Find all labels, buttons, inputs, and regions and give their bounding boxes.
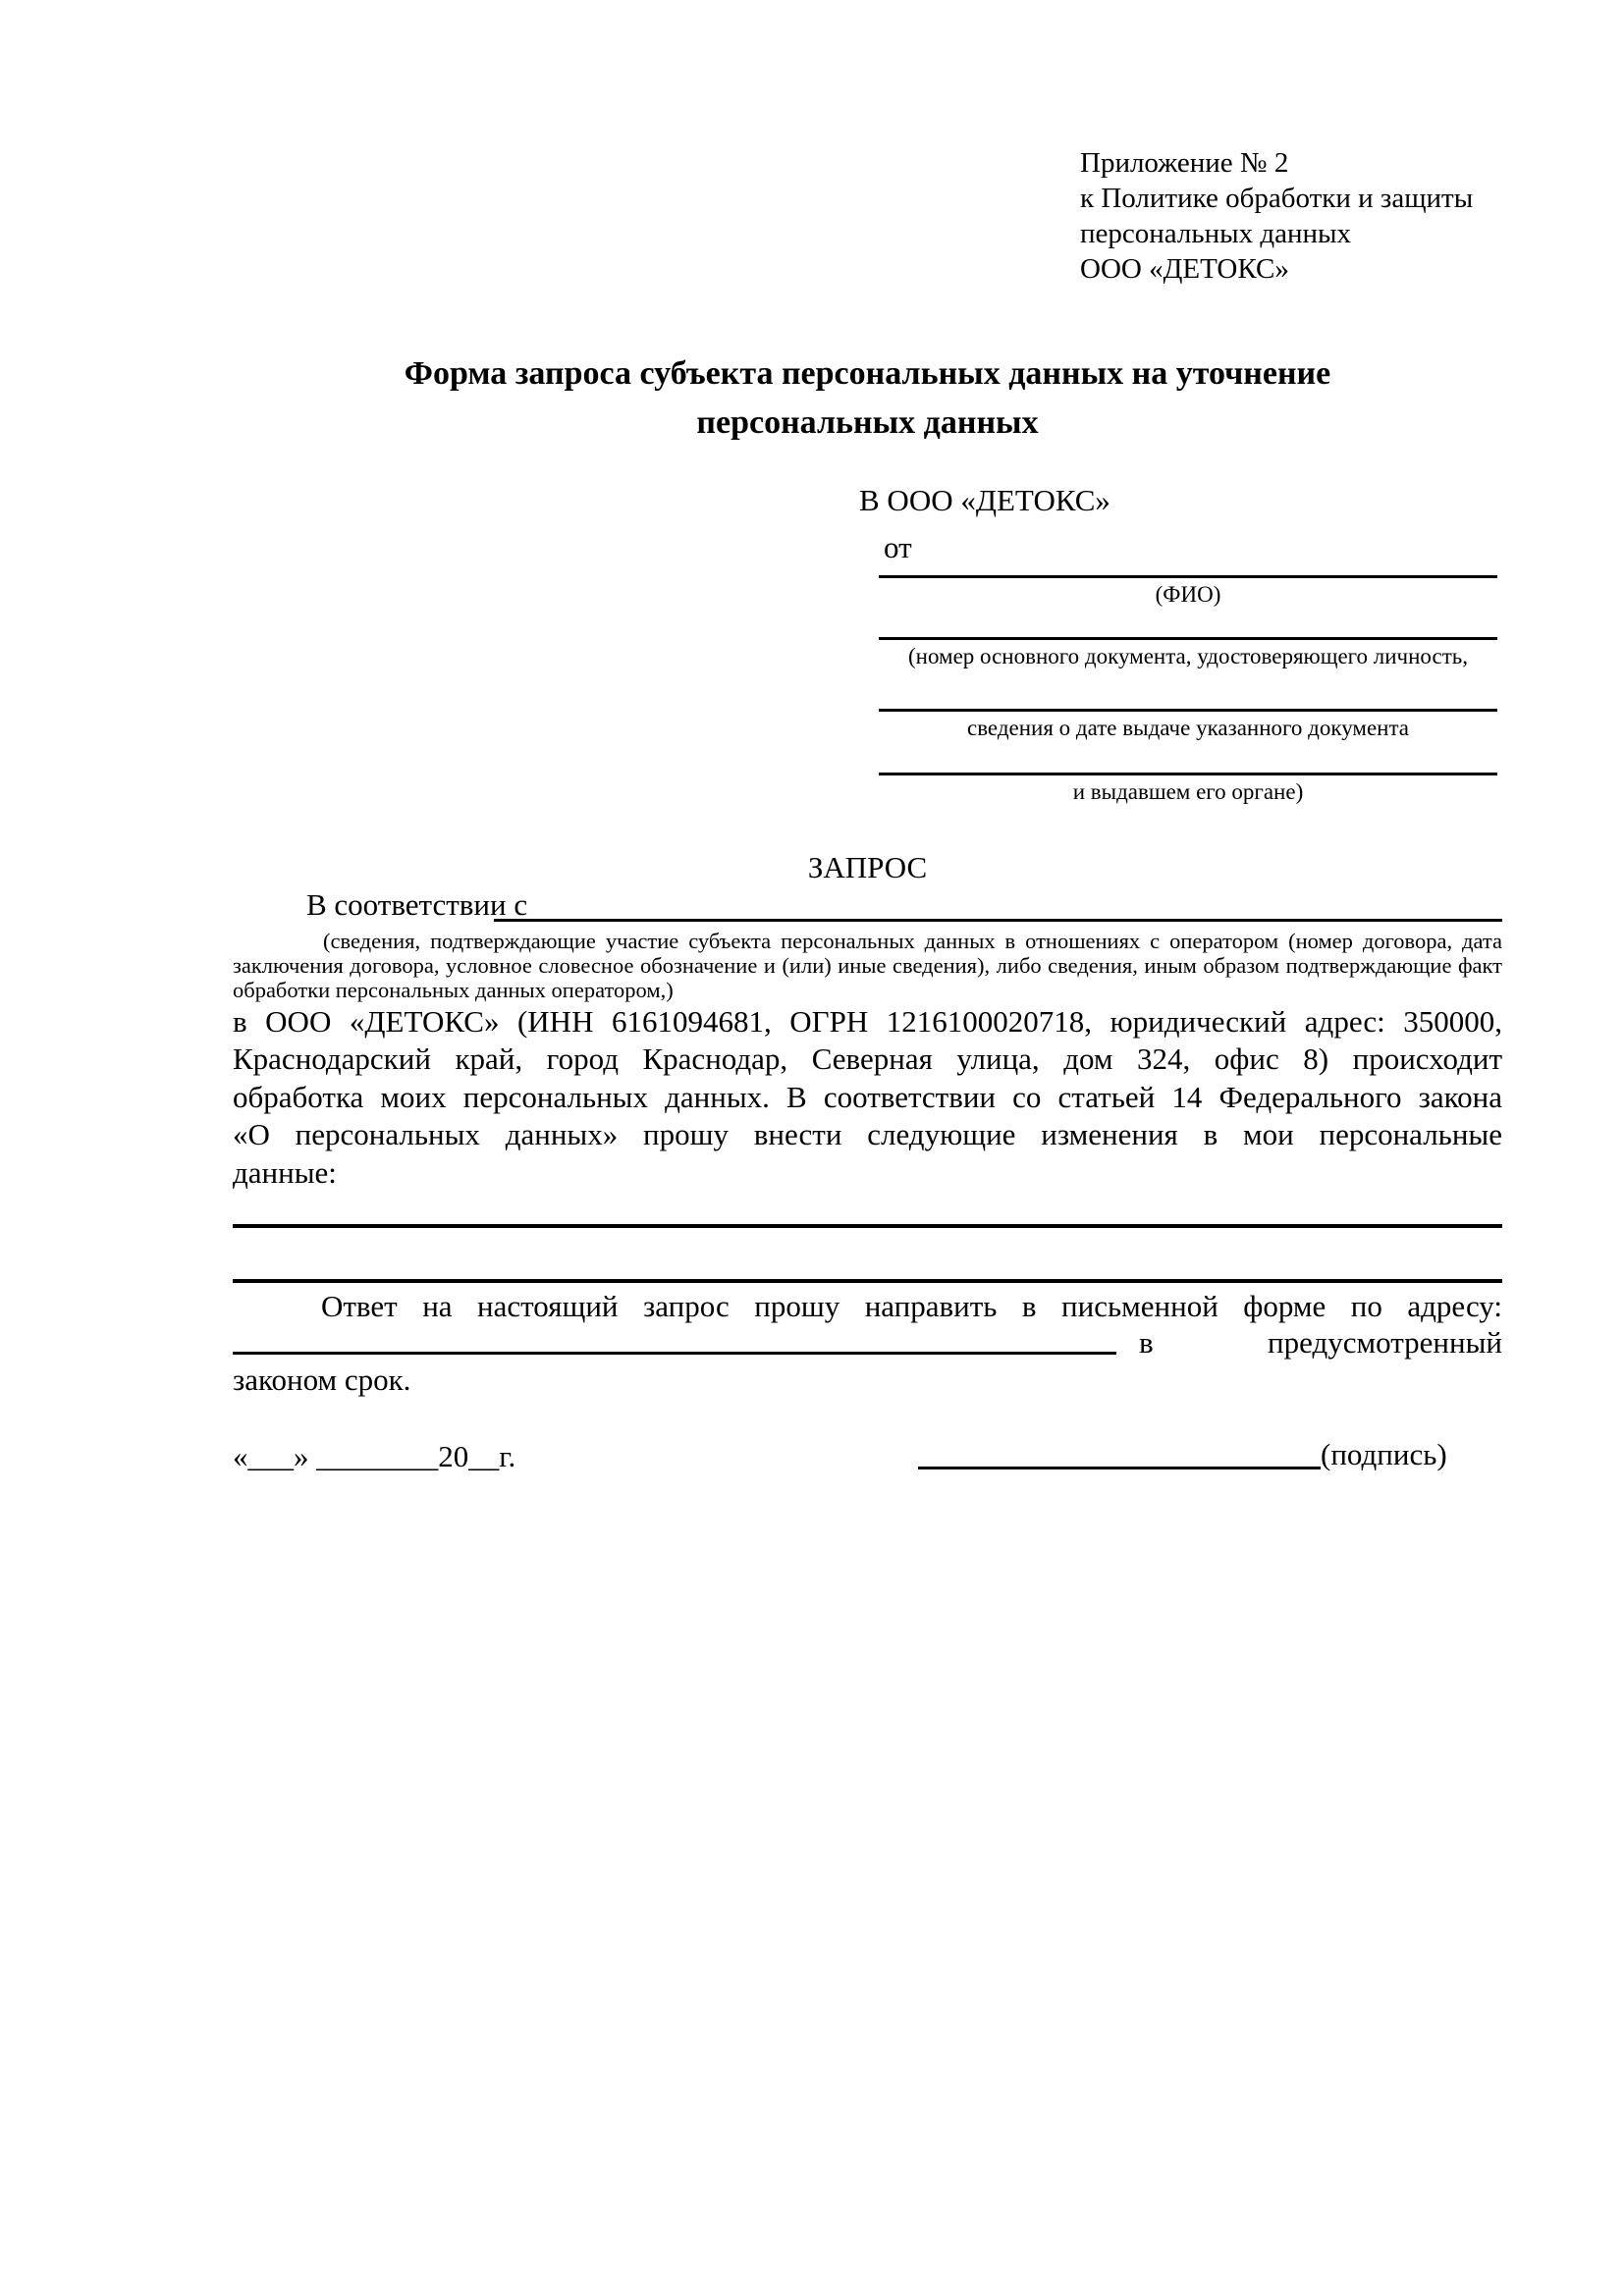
header-note-line-4: ООО «ДЕТОКС» <box>1080 253 1289 285</box>
body-line-1: в ООО «ДЕТОКС» (ИНН 6161094681, ОГРН 1216100020718, юридический адрес: 350000, <box>233 1004 1502 1039</box>
signature-caption: (подпись) <box>1321 1437 1447 1471</box>
page-title-line-2: персональных данных <box>696 404 1039 441</box>
issue-date-blank-line <box>879 709 1497 712</box>
body-line-4: «О персональных данных» прошу внести следующие изменения в мои персональные <box>233 1117 1502 1151</box>
issuing-authority-caption: и выдавшем его органе) <box>1072 779 1304 804</box>
signature-blank-line <box>918 1467 1321 1469</box>
issuing-authority-blank-line <box>879 773 1497 775</box>
intro-note-line-3: обработки персональных данных оператором,) <box>233 978 674 1002</box>
header-note-line-1: Приложение № 2 <box>1080 147 1289 179</box>
address-blank-line <box>233 1352 1116 1355</box>
header-note-line-3: персональных данных <box>1080 218 1352 249</box>
request-heading: ЗАПРОС <box>807 850 928 884</box>
issue-date-caption: сведения о дате выдаче указанного документа <box>966 716 1410 740</box>
reply-word-1: в <box>1139 1325 1154 1360</box>
header-note-line-2: к Политике обработки и защиты <box>1080 183 1474 214</box>
reply-line-1: Ответ на настоящий запрос прошу направить в письменной форме по адресу: <box>321 1289 1502 1323</box>
basis-blank-line <box>494 919 1502 922</box>
body-line-3: обработка моих персональных данных. В соответствии со статьей 14 Федерального закона <box>233 1080 1502 1114</box>
reply-line-3: законом срок. <box>233 1362 411 1397</box>
reply-line-2-words <box>1139 1325 1502 1361</box>
document-number-caption: (номер основного документа, удостоверяющего личность, <box>907 644 1468 668</box>
intro-label: В соответствии с <box>306 887 528 922</box>
page-title-line-1: Форма запроса субъекта персональных данных на уточнение <box>404 355 1331 392</box>
header-note <box>1080 145 1502 287</box>
changes-blank-line-2 <box>233 1279 1502 1283</box>
intro-note-line-2: заключения договора, условное словесное обозначение и (или) иные сведения), либо сведения, иным образом подтверждающие факт <box>233 953 1502 978</box>
fio-caption: (ФИО) <box>1155 582 1221 607</box>
addressee-organization: В ООО «ДЕТОКС» <box>859 483 1110 517</box>
date-field: «___» ________20__г. <box>233 1439 516 1473</box>
body-line-5: данные: <box>233 1155 337 1190</box>
changes-blank-line-1 <box>233 1224 1502 1228</box>
reply-word-2: предусмотренный <box>1268 1325 1502 1360</box>
page-title <box>233 349 1502 448</box>
from-label: от <box>884 530 912 564</box>
body-line-2: Краснодарский край, город Краснодар, Северная улица, дом 324, офис 8) происходит <box>233 1041 1502 1076</box>
fio-blank-line <box>879 575 1497 578</box>
document-number-blank-line <box>879 637 1497 640</box>
intro-note-line-1: (сведения, подтверждающие участие субъекта персональных данных в отношениях с оператором (номер договора, дата <box>323 929 1502 953</box>
